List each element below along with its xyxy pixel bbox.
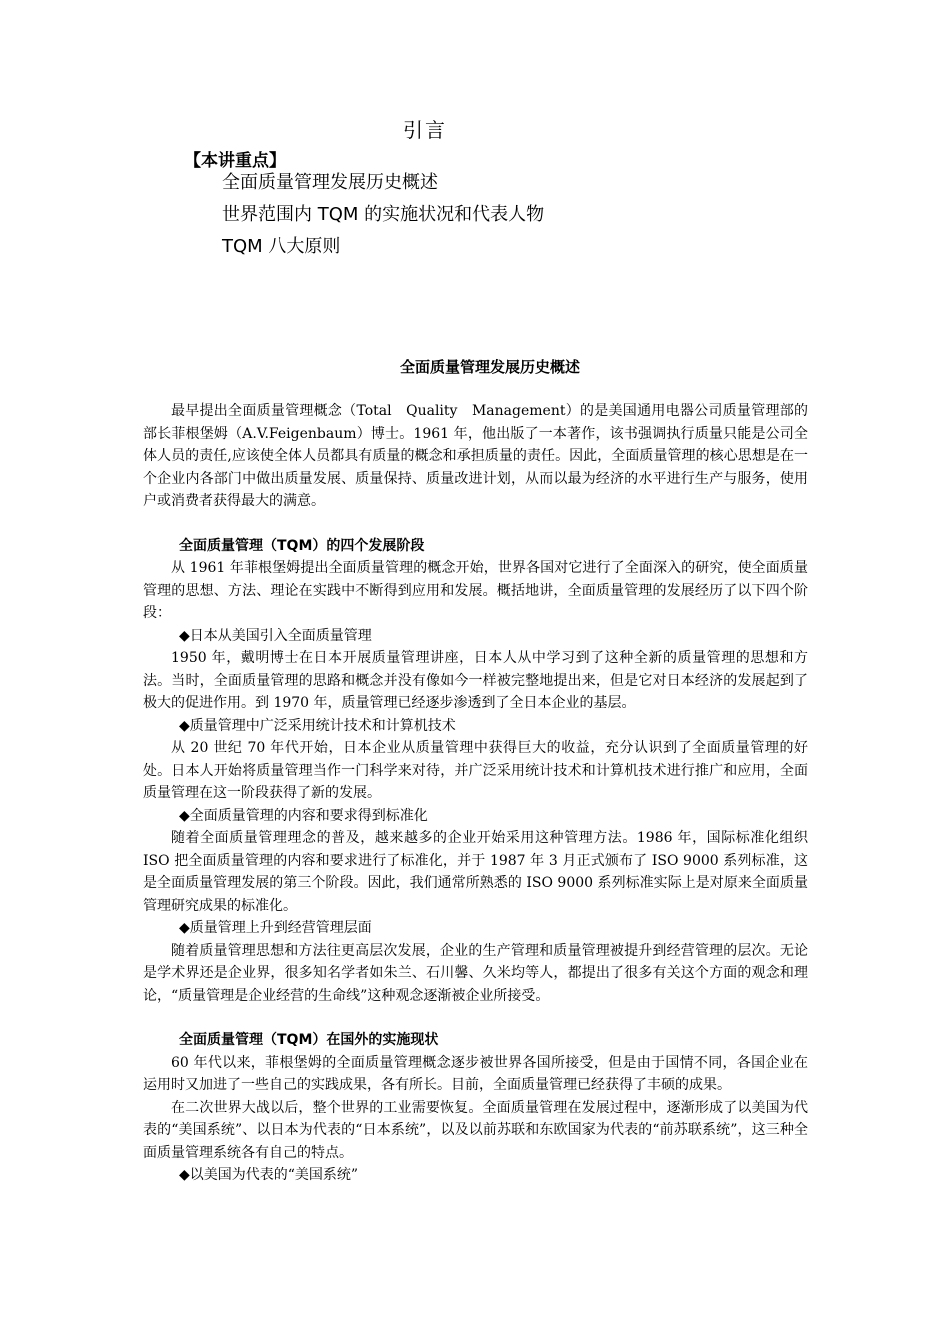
stage-paragraph: 随着质量管理思想和方法往更高层次发展，企业的生产管理和质量管理被提升到经营管理的层次。无论是学术界还是企业界，很多知名学者如朱兰、石川馨、久米均等人，都提出了很多有关这个方面的观念和理论，“质量管理是企业经营的生命线”这种观念逐渐被企业所接受。 xyxy=(143,942,808,1004)
key-points-heading: 【本讲重点】 xyxy=(184,151,286,171)
intro-paragraph: 最早提出全面质量管理概念（Total Quality Management）的是美国通用电器公司质量管理部的部长菲根堡姆（A.V.Feigenbaum）博士。1961 年，他出版了一本著作，该书强调执行质量只能是公司全体人员的责任,应该使全体人员都具有质量的概念和承担质量的责任。因此，全面质量管理的核心思想是在一个企业内各部门中做出质量发展、质量保持、质量改进计划，从而以最为经济的水平进行生产与服务，使用户或消费者获得最大的满意。 xyxy=(143,403,808,509)
abroad-bullet: ◆以美国为代表的“美国系统” xyxy=(179,1167,359,1183)
abroad-paragraph: 60 年代以来，菲根堡姆的全面质量管理概念逐步被世界各国所接受，但是由于国情不同，各国企业在运用时又加进了一些自己的实践成果，各有所长。目前，全面质量管理已经获得了丰硕的成果。 xyxy=(143,1054,808,1093)
stage-paragraph: 随着全面质量管理理念的普及，越来越多的企业开始采用这种管理方法。1986 年，国际标准化组织 ISO 把全面质量管理的内容和要求进行了标准化，并于 1987 年 3 月正式颁布了 ISO 9000 系列标准，这是全面质量管理发展的第三个阶段。因此，我们通常所熟悉的 ISO 9000 系列标准实际上是对原来全面质量管理研究成果的标准化。 xyxy=(143,830,808,914)
abroad-heading: 全面质量管理（TQM）在国外的实施现状 xyxy=(179,1032,439,1048)
abroad-paragraph: 在二次世界大战以后，整个世界的工业需要恢复。全面质量管理在发展过程中，逐渐形成了以美国为代表的“美国系统”、以日本为代表的“日本系统”，以及以前苏联和东欧国家为代表的“前苏联系统”，这三种全面质量管理系统各有自己的特点。 xyxy=(143,1099,808,1161)
stage-bullet: ◆质量管理上升到经营管理层面 xyxy=(179,920,372,936)
key-point-item: 世界范围内 TQM 的实施状况和代表人物 xyxy=(222,204,545,225)
stages-intro-paragraph: 从 1961 年菲根堡姆提出全面质量管理的概念开始，世界各国对它进行了全面深入的研究，使全面质量管理的思想、方法、理论在实践中不断得到应用和发展。概括地讲，全面质量管理的发展经历了以下四个阶段： xyxy=(143,560,808,621)
stages-heading: 全面质量管理（TQM）的四个发展阶段 xyxy=(179,537,425,554)
key-point-item: TQM 八大原则 xyxy=(222,236,341,257)
stage-bullet: ◆日本从美国引入全面质量管理 xyxy=(179,627,372,644)
section-title: 全面质量管理发展历史概述 xyxy=(399,358,580,376)
stage-bullet: ◆质量管理中广泛采用统计技术和计算机技术 xyxy=(179,717,456,734)
document-body xyxy=(143,400,808,1187)
document-title: 引言 xyxy=(403,118,447,142)
stage-paragraph: 1950 年，戴明博士在日本开展质量管理讲座，日本人从中学习到了这种全新的质量管理的思想和方法。当时，全面质量管理的思路和概念并没有像如今一样被完整地提出来，但是它对日本经济的发展起到了极大的促进作用。到 1970 年，质量管理已经逐步渗透到了全日本企业的基层。 xyxy=(143,650,808,711)
stage-bullet: ◆全面质量管理的内容和要求得到标准化 xyxy=(179,807,428,824)
stage-paragraph: 从 20 世纪 70 年代开始，日本企业从质量管理中获得巨大的收益，充分认识到了全面质量管理的好处。日本人开始将质量管理当作一门科学来对待，并广泛采用统计技术和计算机技术进行推广和应用，全面质量管理在这一阶段获得了新的发展。 xyxy=(143,740,808,801)
key-point-item: 全面质量管理发展历史概述 xyxy=(222,172,438,193)
key-points-list xyxy=(222,169,544,265)
